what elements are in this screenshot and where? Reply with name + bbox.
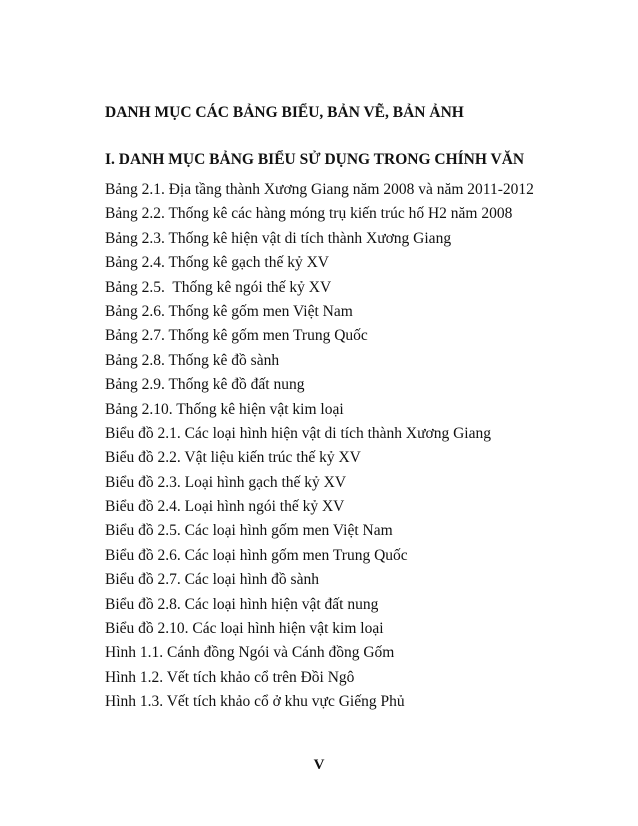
list-item: Biểu đồ 2.6. Các loại hình gốm men Trung Quốc [105, 546, 408, 564]
list-item: Bảng 2.2. Thống kê các hàng móng trụ kiến trúc hố H2 năm 2008 [105, 205, 513, 223]
list-item: Biểu đồ 2.5. Các loại hình gốm men Việt Nam [105, 522, 393, 540]
list-item: Bảng 2.9. Thống kê đồ đất nung [105, 376, 305, 394]
list-item: Biểu đồ 2.1. Các loại hình hiện vật di tích thành Xương Giang [105, 424, 491, 442]
list-item: Bảng 2.6. Thống kê gốm men Việt Nam [105, 302, 353, 320]
document-title: DANH MỤC CÁC BẢNG BIỂU, BẢN VẼ, BẢN ẢNH [105, 104, 464, 121]
list-item: Biểu đồ 2.3. Loại hình gạch thế kỷ XV [105, 473, 347, 491]
list-item: Biểu đồ 2.8. Các loại hình hiện vật đất nung [105, 595, 379, 613]
section-heading: I. DANH MỤC BẢNG BIỂU SỬ DỤNG TRONG CHÍNH VĂN [105, 151, 525, 168]
list-item: Hình 1.3. Vết tích khảo cổ ở khu vực Giếng Phủ [105, 693, 405, 711]
list-item: Hình 1.2. Vết tích khảo cổ trên Đồi Ngô [105, 668, 355, 686]
list-item: Bảng 2.8. Thống kê đồ sành [105, 351, 280, 369]
list-item: Bảng 2.3. Thống kê hiện vật di tích thành Xương Giang [105, 229, 452, 247]
list-item: Bảng 2.1. Địa tầng thành Xương Giang năm 2008 và năm 2011-2012 [105, 181, 534, 198]
list-item: Biểu đồ 2.2. Vật liệu kiến trúc thế kỷ XV [105, 449, 361, 467]
list-item: Biểu đồ 2.10. Các loại hình hiện vật kim loại [105, 620, 384, 638]
list-item: Bảng 2.5. Thống kê ngói thế kỷ XV [105, 278, 332, 296]
list-item: Bảng 2.10. Thống kê hiện vật kim loại [105, 400, 344, 418]
list-item: Hình 1.1. Cánh đồng Ngói và Cánh đồng Gốm [105, 644, 395, 662]
list-item: Bảng 2.4. Thống kê gạch thế kỷ XV [105, 254, 329, 272]
page-number: V [313, 757, 325, 773]
list-item: Bảng 2.7. Thống kê gốm men Trung Quốc [105, 327, 368, 345]
list-item: Biểu đồ 2.7. Các loại hình đồ sành [105, 571, 319, 589]
list-item: Biểu đồ 2.4. Loại hình ngói thế kỷ XV [105, 498, 345, 516]
table-of-figures-list [105, 178, 534, 715]
